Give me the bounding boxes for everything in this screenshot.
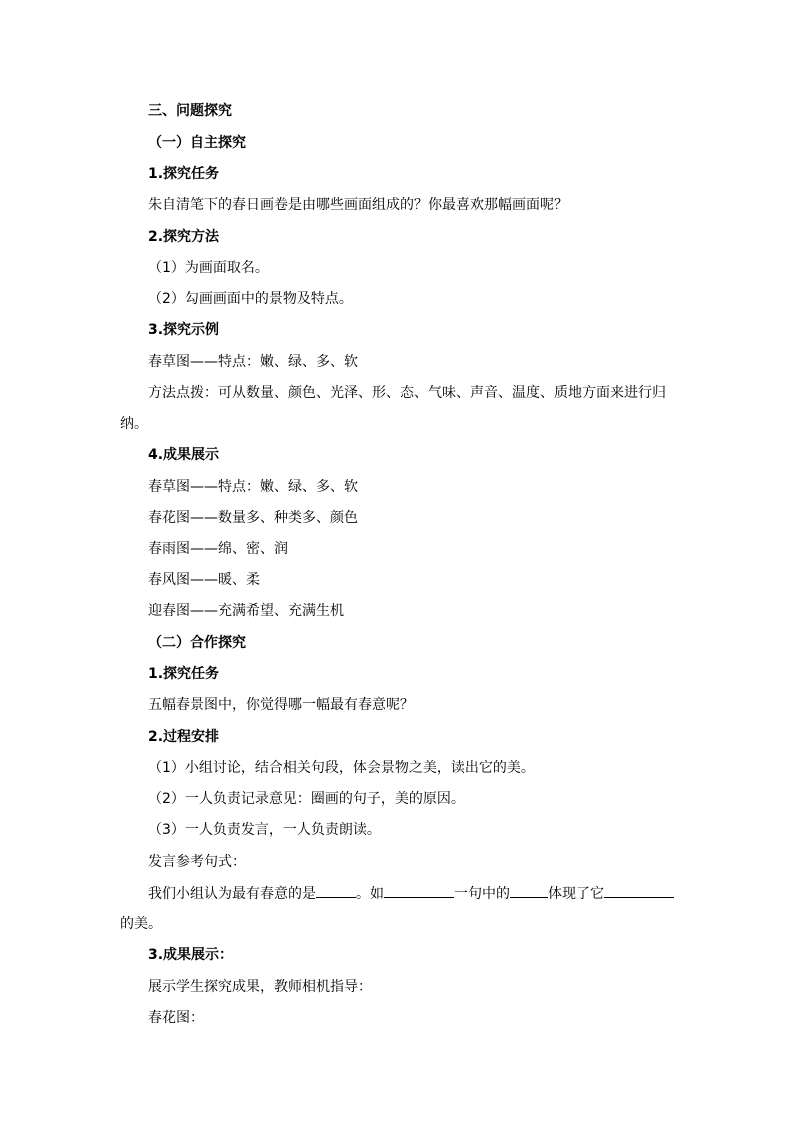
part1-heading: （一）自主探究 — [148, 135, 246, 151]
fill-in-sentence — [148, 883, 674, 904]
spring-flower-label: 春花图： — [148, 1010, 204, 1026]
part1-result-heading: 4.成果展示 — [148, 447, 220, 463]
sentence-part1: 我们小组认为最有春意的是 — [148, 886, 316, 902]
part1-method-1: （1）为画面取名。 — [148, 260, 269, 276]
list-item: 春雨图——绵、密、润 — [148, 541, 288, 557]
part2-result-text: 展示学生探究成果，教师相机指导： — [148, 979, 372, 995]
part2-task-text: 五幅春景图中，你觉得哪一幅最有春意呢？ — [148, 697, 414, 713]
sentence-line2: 的美。 — [120, 916, 162, 932]
blank-4 — [604, 883, 674, 898]
part1-method-2: （2）勾画画面中的景物及特点。 — [148, 291, 353, 307]
list-item: 春风图——暖、柔 — [148, 572, 260, 588]
list-item: 迎春图——充满希望、充满生机 — [148, 603, 344, 619]
part1-method-heading: 2.探究方法 — [148, 229, 220, 245]
list-item: 春草图——特点：嫩、绿、多、软 — [148, 479, 358, 495]
blank-3 — [510, 883, 548, 898]
sentence-part3: 一句中的 — [454, 886, 510, 902]
part2-process-heading: 2.过程安排 — [148, 729, 220, 745]
blank-2 — [384, 883, 454, 898]
part1-tip-line2: 纳。 — [120, 416, 148, 432]
part1-task-text: 朱自清笔下的春日画卷是由哪些画面组成的？你最喜欢那幅画面呢？ — [148, 197, 568, 213]
part1-task-heading: 1.探究任务 — [148, 166, 220, 182]
part2-heading: （二）合作探究 — [148, 635, 246, 651]
part1-example-text: 春草图——特点：嫩、绿、多、软 — [148, 354, 358, 370]
list-item: 春花图——数量多、种类多、颜色 — [148, 510, 358, 526]
part2-process-1: （1）小组讨论，结合相关句段，体会景物之美，读出它的美。 — [148, 760, 535, 776]
part2-process-2: （2）一人负责记录意见：圈画的句子，美的原因。 — [148, 791, 465, 807]
part1-tip-line1: 方法点拨：可从数量、颜色、光泽、形、态、气味、声音、温度、质地方面来进行归 — [148, 385, 666, 401]
part1-example-heading: 3.探究示例 — [148, 322, 220, 338]
part2-process-3: （3）一人负责发言，一人负责朗读。 — [148, 822, 381, 838]
speech-label: 发言参考句式： — [148, 854, 246, 870]
sentence-part4: 体现了它 — [548, 886, 604, 902]
part2-task-heading: 1.探究任务 — [148, 666, 220, 682]
section-title: 三、问题探究 — [148, 103, 232, 119]
sentence-part2: 。如 — [356, 886, 384, 902]
blank-1 — [316, 883, 356, 898]
part2-result-heading: 3.成果展示： — [148, 947, 234, 963]
